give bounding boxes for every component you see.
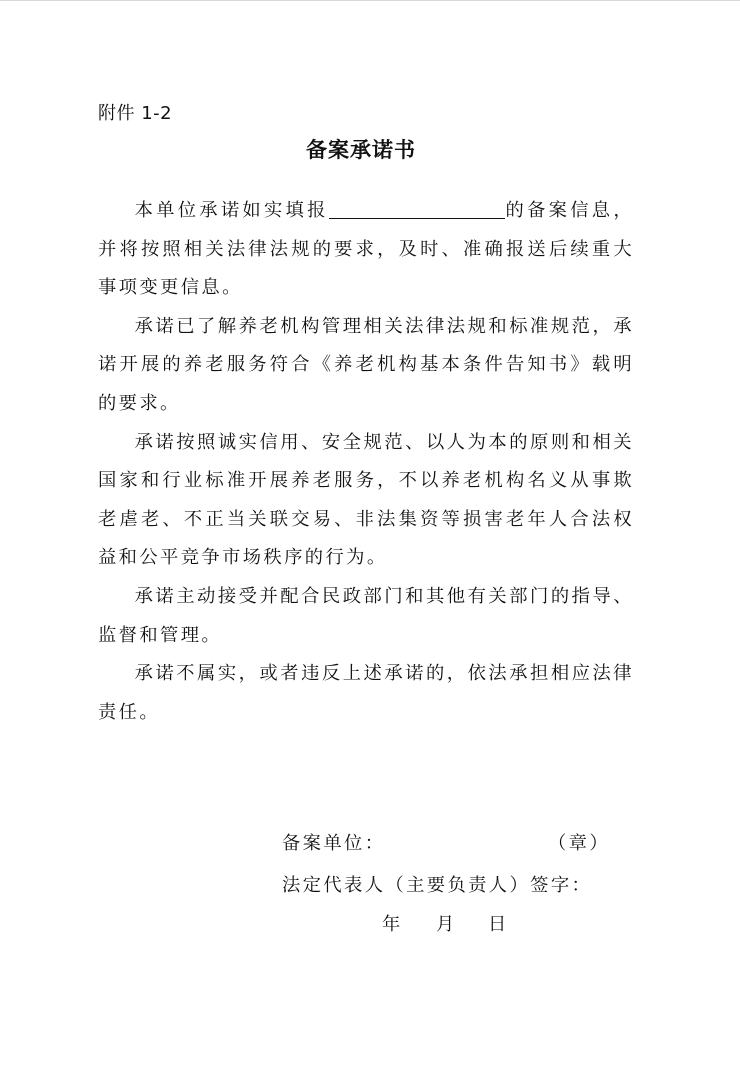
document-title: 备案承诺书 [306,138,416,162]
paragraph-2: 承诺已了解养老机构管理相关法律法规和标准规范，承诺开展的养老服务符合《养老机构基本条件告知书》载明的要求。 [98,315,634,414]
legal-representative-signature-label: 法定代表人（主要负责人）签字： [282,875,593,896]
date-month-label: 月 [436,914,455,935]
seal-label: （章） [548,833,611,854]
paragraph-4: 承诺主动接受并配合民政部门和其他有关部门的指导、监督和管理。 [98,585,634,646]
page-top-border [0,0,740,1]
paragraph-3: 承诺按照诚实信用、安全规范、以人为本的原则和相关国家和行业标准开展养老服务，不以养老机构名义从事欺老虐老、不正当关联交易、非法集资等损害老年人合法权益和公平竞争市场秩序的行为。 [98,431,634,569]
paragraph-1-text-before: 本单位承诺如实填报 [134,200,329,221]
filing-unit-label: 备案单位： [282,833,386,854]
paragraph-1 [98,192,634,308]
date-year-label: 年 [382,914,401,935]
paragraph-5: 承诺不属实，或者违反上述承诺的，依法承担相应法律责任。 [98,663,634,723]
institution-name-blank [329,200,505,219]
document-body [98,192,634,732]
attachment-label: 附件 1-2 [98,103,173,124]
paragraph-1-text-after: 的备案信息，并将按照相关法律法规的要求，及时、准确报送后续重大事项变更信息。 [98,200,634,299]
date-day-label: 日 [488,914,507,935]
